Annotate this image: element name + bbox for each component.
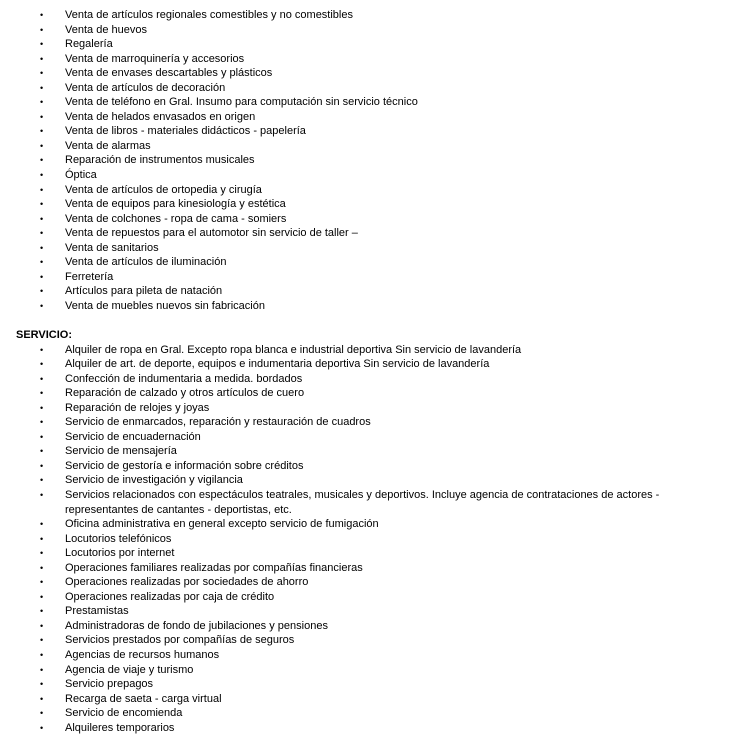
- list-item-text: Ferretería: [65, 270, 114, 283]
- list-item: [0, 590, 740, 605]
- list-item: [0, 37, 740, 52]
- list-item-text: Servicio de gestoría e información sobre créditos: [65, 459, 304, 472]
- list-item-text: Alquiler de art. de deporte, equipos e indumentaria deportiva Sin servicio de lavandería: [65, 358, 490, 371]
- section-title-servicio: SERVICIO:: [16, 328, 73, 341]
- list-item-text: Venta de artículos de ortopedia y cirugía: [65, 183, 262, 196]
- bullet-icon: •: [40, 606, 44, 617]
- bullet-icon: •: [40, 39, 44, 50]
- bullet-icon: •: [40, 170, 44, 181]
- list-item: [0, 648, 740, 663]
- bullet-icon: •: [40, 111, 44, 122]
- list-item: [0, 343, 740, 358]
- list-item-text: Servicio prepagos: [65, 678, 154, 691]
- list-item: [0, 212, 740, 227]
- bullet-icon: •: [40, 10, 44, 20]
- list-item-text: Venta de libros - materiales didácticos - papelería: [65, 125, 306, 138]
- list-item-text: Venta de alarmas: [65, 139, 151, 152]
- bullet-icon: •: [40, 68, 44, 79]
- list-item-text: Locutorios telefónicos: [65, 532, 172, 545]
- list-item-text: Recarga de saeta - carga virtual: [65, 692, 222, 705]
- list-item: [0, 66, 740, 81]
- bullet-icon: •: [40, 228, 44, 239]
- bullet-icon: •: [40, 533, 44, 544]
- list-item: [0, 241, 740, 256]
- bullet-icon: •: [40, 155, 44, 166]
- bullet-icon: •: [40, 300, 44, 311]
- list-item: [0, 183, 740, 198]
- list-item: [0, 372, 740, 387]
- list-item-text: Servicio de mensajería: [65, 445, 177, 458]
- list-item-text: Venta de equipos para kinesiología y estética: [65, 198, 286, 211]
- bullet-icon: •: [40, 126, 44, 137]
- list-item: [0, 546, 740, 561]
- bullet-icon: •: [40, 620, 44, 631]
- bullet-icon: •: [40, 97, 44, 108]
- bullet-icon: •: [40, 519, 44, 530]
- list-item: [0, 633, 740, 648]
- bullet-icon: •: [40, 460, 44, 471]
- list-item-text: Agencias de recursos humanos: [65, 649, 220, 662]
- list-item: [0, 488, 740, 517]
- list-item: [0, 52, 740, 67]
- list-item: [0, 81, 740, 96]
- bullet-icon: •: [40, 548, 44, 559]
- bullet-icon: •: [40, 271, 44, 282]
- bullet-icon: •: [40, 708, 44, 719]
- list-item: [0, 706, 740, 721]
- bullet-icon: •: [40, 591, 44, 602]
- list-item-text: Venta de artículos de iluminación: [65, 256, 227, 269]
- bullet-icon: •: [40, 184, 44, 195]
- list-item: [0, 604, 740, 619]
- list-item-text: Operaciones familiares realizadas por compañías financieras: [65, 561, 363, 574]
- list-item: [0, 663, 740, 678]
- bullet-icon: •: [40, 475, 44, 486]
- list-item: [0, 357, 740, 372]
- list-item: [0, 430, 740, 445]
- list-item: [0, 473, 740, 488]
- list-item: [0, 677, 740, 692]
- bullet-icon: •: [40, 213, 44, 224]
- bullet-icon: •: [40, 82, 44, 93]
- bullet-icon: •: [40, 562, 44, 573]
- list-item: [0, 139, 740, 154]
- list-item: [0, 575, 740, 590]
- list-item-text: Operaciones realizadas por sociedades de ahorro: [65, 576, 309, 589]
- list-item-text: Locutorios por internet: [65, 547, 175, 560]
- list-item-text: Prestamistas: [65, 605, 129, 618]
- list-item: [0, 124, 740, 139]
- bullet-icon: •: [40, 577, 44, 588]
- list-item-text: Operaciones realizadas por caja de crédito: [65, 590, 275, 603]
- bullet-icon: •: [40, 388, 44, 399]
- list-item: [0, 95, 740, 110]
- bullet-icon: •: [40, 242, 44, 253]
- list-item: [0, 517, 740, 532]
- list-item-text: Venta de teléfono en Gral. Insumo para computación sin servicio técnico: [65, 96, 418, 109]
- list-item: [0, 284, 740, 299]
- list-item-text: Servicios relacionados con espectáculos teatrales, musicales y deportivos. Incluye agencia de contrataciones de actores - representantes de cantantes - deportistas, etc.: [65, 489, 660, 516]
- bullet-icon: •: [40, 722, 44, 733]
- list-item: [0, 561, 740, 576]
- list-item-text: Reparación de calzado y otros artículos de cuero: [65, 387, 305, 400]
- bullet-icon: •: [40, 24, 44, 35]
- list-item: [0, 168, 740, 183]
- bullet-icon: •: [40, 373, 44, 384]
- list-item-text: Venta de artículos de decoración: [65, 81, 226, 94]
- list-item: [0, 386, 740, 401]
- list-item-text: Servicio de investigación y vigilancia: [65, 474, 243, 487]
- list-item: [0, 619, 740, 634]
- bullet-icon: •: [40, 431, 44, 442]
- list-item-text: Servicio de encomienda: [65, 707, 183, 720]
- list-item: [0, 153, 740, 168]
- list-item: [0, 299, 740, 314]
- list-item: [0, 255, 740, 270]
- bullet-icon: •: [40, 446, 44, 457]
- list-item-text: Artículos para pileta de natación: [65, 285, 223, 298]
- list-item: [0, 197, 740, 212]
- list-item-text: Venta de repuestos para el automotor sin servicio de taller –: [65, 227, 358, 240]
- bullet-icon: •: [40, 693, 44, 704]
- list-item: [0, 8, 740, 23]
- list-item-text: Venta de envases descartables y plásticos: [65, 67, 273, 80]
- list-item-text: Servicio de enmarcados, reparación y restauración de cuadros: [65, 416, 371, 429]
- list-item-text: Servicio de encuadernación: [65, 430, 201, 443]
- bullet-icon: •: [40, 650, 44, 661]
- list-item-text: Alquileres temporarios: [65, 721, 175, 734]
- bullet-icon: •: [40, 199, 44, 210]
- list-item: [0, 444, 740, 459]
- list-item-text: Servicios prestados por compañías de seguros: [65, 634, 295, 647]
- list-item-text: Óptica: [65, 169, 97, 182]
- list-item-text: Reparación de relojes y joyas: [65, 401, 210, 414]
- bullet-icon: •: [40, 286, 44, 297]
- document-page: [0, 8, 740, 735]
- bullet-icon: •: [40, 344, 44, 355]
- bullet-icon: •: [40, 359, 44, 370]
- list-item: [0, 110, 740, 125]
- bullet-icon: •: [40, 664, 44, 675]
- list-item-text: Oficina administrativa en general excepto servicio de fumigación: [65, 518, 379, 531]
- bullet-icon: •: [40, 53, 44, 64]
- list-item: [0, 23, 740, 38]
- list-item-text: Venta de huevos: [65, 23, 147, 36]
- list-item-text: Venta de colchones - ropa de cama - somiers: [65, 212, 287, 225]
- bullet-icon: •: [40, 257, 44, 268]
- list-item: [0, 532, 740, 547]
- bullet-icon: •: [40, 417, 44, 428]
- list-item-text: Venta de muebles nuevos sin fabricación: [65, 299, 265, 312]
- list-item: [0, 401, 740, 416]
- bullet-icon: •: [40, 635, 44, 646]
- bullet-icon: •: [40, 140, 44, 151]
- list-item: [0, 692, 740, 707]
- list-item-text: Venta de marroquinería y accesorios: [65, 52, 245, 65]
- commerce-activity-list: [0, 8, 740, 313]
- list-item: [0, 415, 740, 430]
- list-item: [0, 459, 740, 474]
- list-item: [0, 226, 740, 241]
- list-item-text: Venta de helados envasados en origen: [65, 110, 256, 123]
- bullet-icon: •: [40, 402, 44, 413]
- list-item-text: Venta de sanitarios: [65, 241, 159, 254]
- list-item: [0, 721, 740, 736]
- bullet-icon: •: [40, 490, 44, 500]
- list-item-text: Venta de artículos regionales comestibles y no comestibles: [65, 9, 353, 21]
- list-item-text: Alquiler de ropa en Gral. Excepto ropa blanca e industrial deportiva Sin servicio de lavandería: [65, 343, 522, 356]
- list-item-text: Reparación de instrumentos musicales: [65, 154, 255, 167]
- list-item-text: Administradoras de fondo de jubilaciones y pensiones: [65, 619, 328, 632]
- bullet-icon: •: [40, 679, 44, 690]
- list-item-text: Regalería: [65, 38, 113, 51]
- service-activity-list: [0, 343, 740, 736]
- list-item: [0, 270, 740, 285]
- list-item-text: Agencia de viaje y turismo: [65, 663, 194, 676]
- list-item-text: Confección de indumentaria a medida. bordados: [65, 372, 303, 385]
